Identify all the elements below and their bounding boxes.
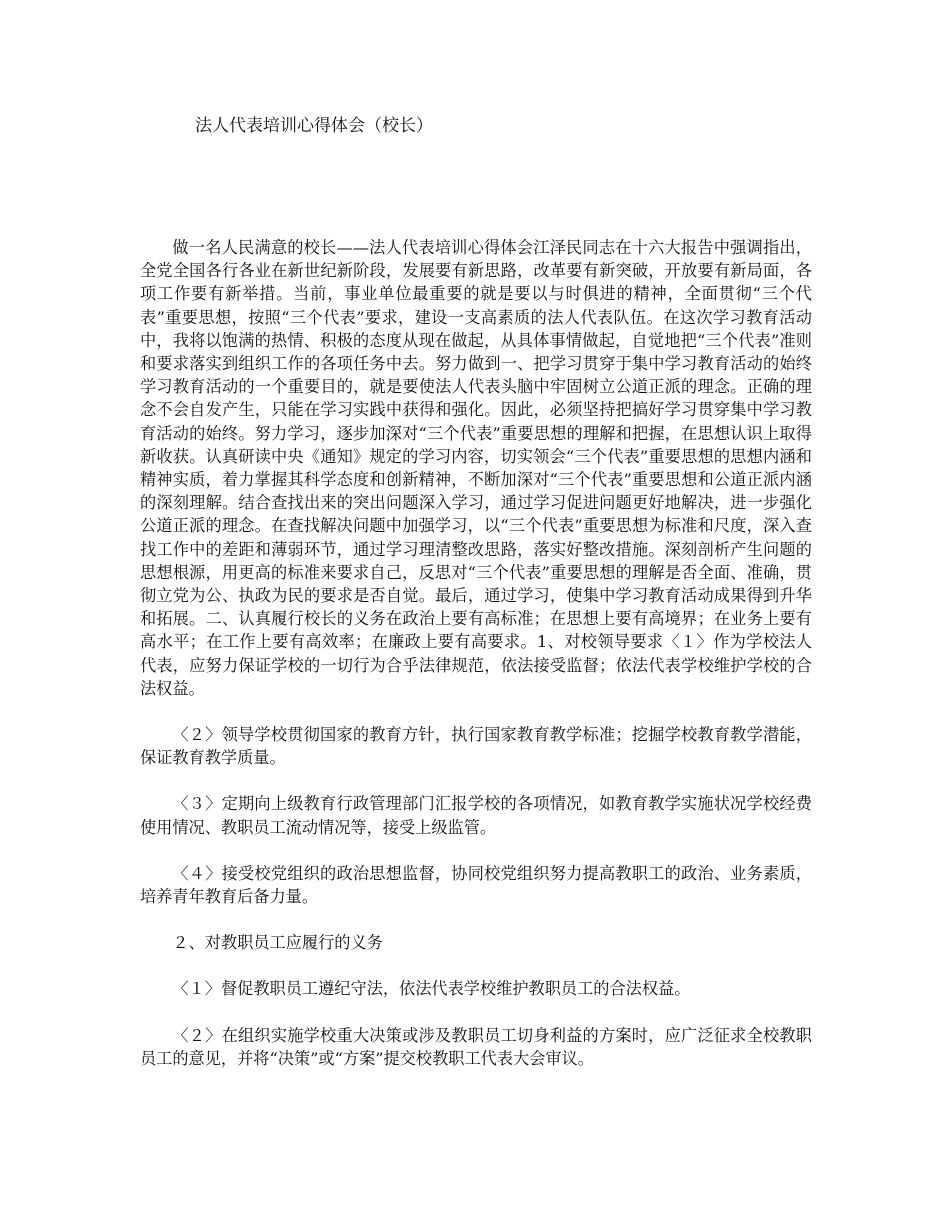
paragraph-section-heading: ２、对教职员工应履行的义务 (172, 933, 383, 953)
document-title: 法人代表培训心得体会（校长） (195, 116, 433, 136)
paragraph-item: 〈１〉督促教职员工遵纪守法，依法代表学校维护教职员工的合法权益。 (172, 979, 691, 999)
paragraph-item: 〈２〉在组织实施学校重大决策或涉及教职员工切身利益的方案时，应广泛征求全校教职员工的意见，并将“决策”或“方案”提交校教职工代表大会审议。 (140, 1025, 812, 1068)
paragraph-item: 〈３〉定期向上级教育行政管理部门汇报学校的各项情况，如教育教学实施状况学校经费使用情况、教职员工流动情况等，接受上级监管。 (140, 794, 812, 837)
document-body (140, 236, 812, 1070)
paragraph-item: 〈２〉领导学校贯彻国家的教育方针，执行国家教育教学标准；挖掘学校教育教学潜能，保证教育教学质量。 (140, 725, 812, 768)
paragraph-main: 做一名人民满意的校长——法人代表培训心得体会江泽民同志在十六大报告中强调指出，全党全国各行各业在新世纪新阶段，发展要有新思路，改革要有新突破，开放要有新局面，各项工作要有新举措。当前，事业单位最重要的就是要以与时俱进的精神，全面贯彻“三个代表”重要思想，按照“三个代表”要求，建设一支高素质的法人代表队伍。在这次学习教育活动中，我将以饱满的热情、积极的态度从现在做起，从具体事情做起，自觉地把“三个代表”准则和要求落实到组织工作的各项任务中去。努力做到一、把学习贯穿于集中学习教育活动的始终学习教育活动的一个重要目的，就是要使法人代表头脑中牢固树立公道正派的理念。正确的理念不会自发产生，只能在学习实践中获得和强化。因此，必须坚持把搞好学习贯穿集中学习教育活动的始终。努力学习，逐步加深对“三个代表”重要思想的理解和把握，在思想认识上取得新收获。认真研读中央《通知》规定的学习内容，切实领会“三个代表”重要思想的思想内涵和精神实质，着力掌握其科学态度和创新精神，不断加深对“三个代表”重要思想和公道正派内涵的深刻理解。结合查找出来的突出问题深入学习，通过学习促进问题更好地解决，进一步强化公道正派的理念。在查找解决问题中加强学习，以“三个代表”重要思想为标准和尺度，深入查找工作中的差距和薄弱环节，通过学习理清整改思路，落实好整改措施。深刻剖析产生问题的思想根源，用更高的标准来要求自己，反思对“三个代表”重要思想的理解是否全面、准确，贯彻立党为公、执政为民的要求是否自觉。最后，通过学习，使集中学习教育活动成果得到升华和拓展。二、认真履行校长的义务在政治上要有高标准；在思想上要有高境界；在业务上要有高水平；在工作上要有高效率；在廉政上要有高要求。1、对校领导要求〈１〉作为学校法人代表，应努力保证学校的一切行为合乎法律规范，依法接受监督；依法代表学校维护学校的合法权益。 (140, 238, 812, 698)
paragraph-item: 〈４〉接受校党组织的政治思想监督，协同校党组织努力提高教职工的政治、业务素质，培养青年教育后备力量。 (140, 863, 812, 907)
